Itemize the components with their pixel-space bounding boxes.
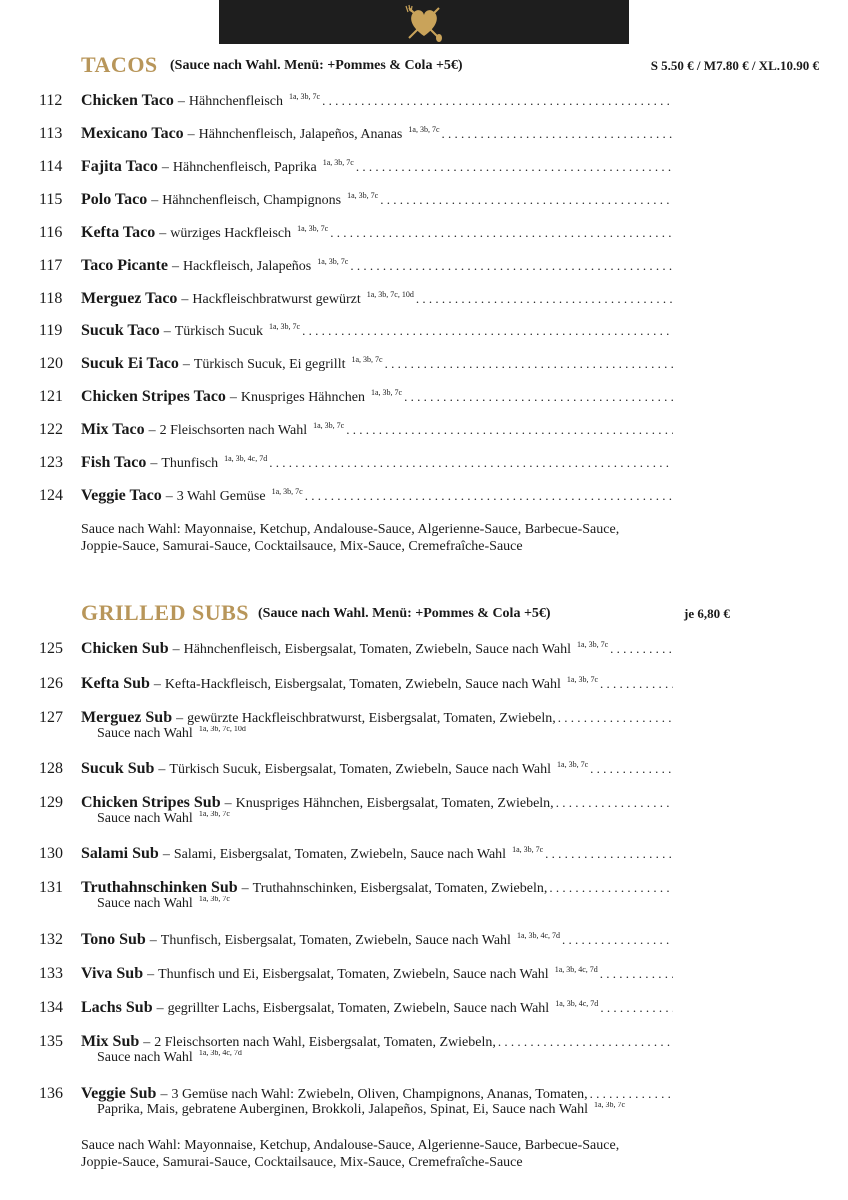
item-line-continued xyxy=(97,1102,697,1118)
item-line xyxy=(81,845,673,863)
item-line xyxy=(81,709,673,727)
dash-separator: – xyxy=(148,423,156,438)
dash-separator: – xyxy=(156,1001,164,1016)
allergen-codes: 1a, 3b, 7c xyxy=(271,487,303,496)
allergen-codes: 1a, 3b, 7c xyxy=(322,158,354,167)
item-line xyxy=(81,191,673,209)
item-description: 3 Gemüse nach Wahl: Zwiebeln, Oliven, Champignons, Ananas, Tomaten, xyxy=(171,1087,588,1102)
item-line xyxy=(81,675,673,693)
dash-separator: – xyxy=(181,292,189,307)
dot-leader xyxy=(305,488,673,504)
item-line xyxy=(81,640,673,658)
item-name: Chicken Sub xyxy=(81,640,169,657)
item-description: Hähnchenfleisch, Eisbergsalat, Tomaten, Zwiebeln, Sauce nach Wahl xyxy=(183,642,572,657)
allergen-codes: 1a, 3b, 4c, 7d xyxy=(516,931,561,940)
dot-leader xyxy=(556,795,673,811)
item-description: Kefta-Hackfleisch, Eisbergsalat, Tomaten, Zwiebeln, Sauce nach Wahl xyxy=(164,677,561,692)
item-description: Hähnchenfleisch, Paprika xyxy=(172,160,317,175)
item-description-continued: Sauce nach Wahl xyxy=(97,896,193,911)
item-name: Veggie Sub xyxy=(81,1085,157,1102)
item-line xyxy=(81,388,673,406)
item-number: 136 xyxy=(39,1085,63,1102)
item-line xyxy=(81,125,673,143)
dot-leader xyxy=(610,641,673,657)
dot-leader xyxy=(498,1034,673,1050)
item-line xyxy=(81,487,673,505)
item-line xyxy=(81,454,673,472)
dot-leader xyxy=(558,710,673,726)
item-number: 123 xyxy=(39,454,63,471)
dot-leader xyxy=(416,291,673,307)
item-description: Truthahnschinken, Eisbergsalat, Tomaten, Zwiebeln, xyxy=(252,881,548,896)
dash-separator: – xyxy=(158,762,166,777)
section-title: TACOS xyxy=(81,52,158,77)
dot-leader xyxy=(600,1000,673,1016)
sauce-note-line: Sauce nach Wahl: Mayonnaise, Ketchup, Andalouse-Sauce, Algerienne-Sauce, Barbecue-Sauce, xyxy=(81,1138,620,1153)
dash-separator: – xyxy=(153,677,161,692)
item-name: Salami Sub xyxy=(81,845,159,862)
item-number: 114 xyxy=(39,158,63,175)
item-line xyxy=(81,224,673,242)
item-description-continued: Sauce nach Wahl xyxy=(97,811,193,826)
dash-separator: – xyxy=(224,796,232,811)
section-note: (Sauce nach Wahl. Menü: +Pommes & Cola +5€) xyxy=(170,58,463,73)
item-line xyxy=(81,1085,673,1103)
item-line xyxy=(81,421,673,439)
allergen-codes: 1a, 3b, 4c, 7d xyxy=(555,999,599,1008)
item-number: 115 xyxy=(39,191,63,208)
item-description: Hackfleischbratwurst gewürzt xyxy=(192,292,361,307)
dot-leader xyxy=(269,455,673,471)
item-name: Sucuk Ei Taco xyxy=(81,355,179,372)
item-name: Chicken Stripes Sub xyxy=(81,794,221,811)
item-description: Thunfisch und Ei, Eisbergsalat, Tomaten, Zwiebeln, Sauce nach Wahl xyxy=(158,967,549,982)
dash-separator: – xyxy=(147,967,155,982)
item-number: 120 xyxy=(39,355,63,372)
dash-separator: – xyxy=(159,226,167,241)
dash-separator: – xyxy=(172,642,180,657)
section-price: je 6,80 € xyxy=(684,606,730,621)
sauce-note-line: Joppie-Sauce, Samurai-Sauce, Cocktailsauce, Mix-Sauce, Cremefraîche-Sauce xyxy=(81,539,523,554)
item-line-continued xyxy=(97,896,697,912)
item-number: 117 xyxy=(39,257,63,274)
item-line xyxy=(81,158,673,176)
allergen-codes: 1a, 3b, 7c xyxy=(593,1102,626,1109)
item-name: Taco Picante xyxy=(81,257,168,274)
item-description: gegrillter Lachs, Eisbergsalat, Tomaten, Zwiebeln, Sauce nach Wahl xyxy=(167,1001,550,1016)
item-name: Chicken Stripes Taco xyxy=(81,388,226,405)
item-line xyxy=(81,355,673,373)
allergen-codes: 1a, 3b, 7c xyxy=(297,224,329,233)
dash-separator: – xyxy=(163,324,171,339)
item-line xyxy=(81,322,673,340)
allergen-codes: 1a, 3b, 7c xyxy=(198,896,230,903)
item-name: Mexicano Taco xyxy=(81,125,184,142)
item-number: 113 xyxy=(39,125,63,142)
allergen-codes: 1a, 3b, 7c xyxy=(557,760,589,769)
item-number: 130 xyxy=(39,845,63,862)
dash-separator: – xyxy=(187,127,195,142)
allergen-codes: 1a, 3b, 7c xyxy=(566,675,598,684)
item-name: Fajita Taco xyxy=(81,158,158,175)
item-description: Türkisch Sucuk xyxy=(174,324,263,339)
dash-separator: – xyxy=(177,94,185,109)
item-number: 127 xyxy=(39,709,63,726)
dash-separator: – xyxy=(229,390,237,405)
item-number: 134 xyxy=(39,999,63,1016)
dash-separator: – xyxy=(150,456,158,471)
dash-separator: – xyxy=(160,1087,168,1102)
item-description-continued: Paprika, Mais, gebratene Auberginen, Brokkoli, Jalapeños, Spinat, Ei, Sauce nach Wahl xyxy=(97,1102,588,1117)
item-description: gewürzte Hackfleischbratwurst, Eisbergsalat, Tomaten, Zwiebeln, xyxy=(187,711,556,726)
dot-leader xyxy=(545,846,673,862)
item-name: Chicken Taco xyxy=(81,92,174,109)
dot-leader xyxy=(385,356,673,372)
item-line xyxy=(81,931,673,949)
allergen-codes: 1a, 3b, 7c xyxy=(268,322,301,331)
item-description: Salami, Eisbergsalat, Tomaten, Zwiebeln, Sauce nach Wahl xyxy=(173,847,507,862)
dot-leader xyxy=(330,225,673,241)
dot-leader xyxy=(562,932,673,948)
item-name: Sucuk Sub xyxy=(81,760,155,777)
dot-leader xyxy=(322,93,673,109)
allergen-codes: 1a, 3b, 4c, 7d xyxy=(554,965,598,974)
dash-separator: – xyxy=(143,1035,151,1050)
item-line xyxy=(81,999,673,1017)
dash-separator: – xyxy=(176,711,184,726)
dot-leader xyxy=(590,761,673,777)
item-number: 129 xyxy=(39,794,63,811)
allergen-codes: 1a, 3b, 7c, 10d xyxy=(366,290,414,299)
dot-leader xyxy=(442,126,674,142)
item-description: 2 Fleischsorten nach Wahl, Eisbergsalat, Tomaten, Zwiebeln, xyxy=(154,1035,496,1050)
header-banner xyxy=(219,0,629,44)
allergen-codes: 1a, 3b, 7c xyxy=(370,388,403,397)
item-name: Merguez Sub xyxy=(81,709,173,726)
dot-leader xyxy=(302,323,673,339)
item-description: Thunfisch xyxy=(161,456,219,471)
item-name: Fish Taco xyxy=(81,454,147,471)
item-description: Knuspriges Hähnchen xyxy=(240,390,365,405)
dot-leader xyxy=(350,258,673,274)
item-name: Veggie Taco xyxy=(81,487,162,504)
dot-leader xyxy=(600,676,673,692)
item-number: 131 xyxy=(39,879,63,896)
allergen-codes: 1a, 3b, 7c xyxy=(317,257,349,266)
dash-separator: – xyxy=(165,489,173,504)
tacos-section-header xyxy=(0,52,848,82)
item-number: 112 xyxy=(39,92,63,109)
item-line xyxy=(81,794,673,812)
item-line-continued xyxy=(97,811,697,827)
item-description-continued: Sauce nach Wahl xyxy=(97,1050,193,1065)
item-name: Truthahnschinken Sub xyxy=(81,879,238,896)
item-number: 133 xyxy=(39,965,63,982)
item-line xyxy=(81,879,673,897)
dot-leader xyxy=(346,422,673,438)
item-number: 132 xyxy=(39,931,63,948)
sauce-note-line: Sauce nach Wahl: Mayonnaise, Ketchup, Andalouse-Sauce, Algerienne-Sauce, Barbecue-Sauce, xyxy=(81,522,620,537)
item-name: Mix Taco xyxy=(81,421,145,438)
item-number: 128 xyxy=(39,760,63,777)
item-name: Polo Taco xyxy=(81,191,148,208)
item-description-continued: Sauce nach Wahl xyxy=(97,726,193,741)
dash-separator: – xyxy=(162,847,170,862)
allergen-codes: 1a, 3b, 7c xyxy=(512,845,544,854)
item-name: Kefta Taco xyxy=(81,224,156,241)
item-description: Hähnchenfleisch, Champignons xyxy=(162,193,342,208)
allergen-codes: 1a, 3b, 7c xyxy=(351,355,383,364)
item-number: 116 xyxy=(39,224,63,241)
item-number: 125 xyxy=(39,640,63,657)
item-name: Lachs Sub xyxy=(81,999,153,1016)
allergen-codes: 1a, 3b, 7c xyxy=(408,125,440,134)
section-title: GRILLED SUBS xyxy=(81,600,250,625)
item-number: 126 xyxy=(39,675,63,692)
dash-separator: – xyxy=(161,160,169,175)
item-number: 119 xyxy=(39,322,63,339)
dot-leader xyxy=(404,389,673,405)
item-line xyxy=(81,290,673,308)
allergen-codes: 1a, 3b, 4c, 7d xyxy=(224,454,268,463)
dot-leader xyxy=(590,1086,673,1102)
item-description: Knuspriges Hähnchen, Eisbergsalat, Tomaten, Zwiebeln, xyxy=(235,796,554,811)
item-line-continued xyxy=(97,726,697,742)
item-description: 2 Fleischsorten nach Wahl xyxy=(159,423,308,438)
dot-leader xyxy=(380,192,673,208)
dash-separator: – xyxy=(241,881,249,896)
item-description: Türkisch Sucuk, Ei gegrillt xyxy=(193,357,346,372)
allergen-codes: 1a, 3b, 7c xyxy=(577,640,609,649)
item-line xyxy=(81,92,673,110)
allergen-codes: 1a, 3b, 7c xyxy=(313,421,345,430)
item-description: würziges Hackfleisch xyxy=(170,226,292,241)
item-line xyxy=(81,257,673,275)
item-description: Hähnchenfleisch, Jalapeños, Ananas xyxy=(198,127,403,142)
subs-section-header xyxy=(0,600,848,630)
item-number: 135 xyxy=(39,1033,63,1050)
item-number: 118 xyxy=(39,290,63,307)
item-description: Türkisch Sucuk, Eisbergsalat, Tomaten, Zwiebeln, Sauce nach Wahl xyxy=(169,762,552,777)
item-line xyxy=(81,760,673,778)
item-number: 124 xyxy=(39,487,63,504)
tacos-sauce-note xyxy=(81,521,701,555)
dash-separator: – xyxy=(171,259,179,274)
dot-leader xyxy=(549,880,673,896)
item-description: Thunfisch, Eisbergsalat, Tomaten, Zwiebeln, Sauce nach Wahl xyxy=(160,933,511,948)
item-description: Hähnchenfleisch xyxy=(188,94,283,109)
heart-fork-spoon-icon xyxy=(399,2,449,44)
item-line-continued xyxy=(97,1050,697,1066)
item-name: Tono Sub xyxy=(81,931,146,948)
item-line xyxy=(81,965,673,983)
dash-separator: – xyxy=(149,933,157,948)
item-name: Mix Sub xyxy=(81,1033,140,1050)
item-number: 121 xyxy=(39,388,63,405)
item-name: Sucuk Taco xyxy=(81,322,160,339)
dash-separator: – xyxy=(182,357,190,372)
section-note: (Sauce nach Wahl. Menü: +Pommes & Cola +5€) xyxy=(258,606,551,621)
allergen-codes: 1a, 3b, 7c, 10d xyxy=(198,726,246,733)
dot-leader xyxy=(600,966,673,982)
sauce-note-line: Joppie-Sauce, Samurai-Sauce, Cocktailsauce, Mix-Sauce, Cremefraîche-Sauce xyxy=(81,1155,523,1170)
item-description: Hackfleisch, Jalapeños xyxy=(182,259,312,274)
allergen-codes: 1a, 3b, 7c xyxy=(347,191,379,200)
allergen-codes: 1a, 3b, 7c xyxy=(289,92,321,101)
item-description: 3 Wahl Gemüse xyxy=(176,489,266,504)
section-price: S 5.50 € / M7.80 € / XL.10.90 € xyxy=(650,58,819,73)
dash-separator: – xyxy=(151,193,159,208)
item-name: Kefta Sub xyxy=(81,675,150,692)
allergen-codes: 1a, 3b, 7c xyxy=(198,811,230,818)
item-number: 122 xyxy=(39,421,63,438)
item-line xyxy=(81,1033,673,1051)
dot-leader xyxy=(356,159,673,175)
item-name: Merguez Taco xyxy=(81,290,178,307)
allergen-codes: 1a, 3b, 4c, 7d xyxy=(198,1050,242,1057)
item-name: Viva Sub xyxy=(81,965,144,982)
subs-sauce-note xyxy=(81,1137,701,1171)
